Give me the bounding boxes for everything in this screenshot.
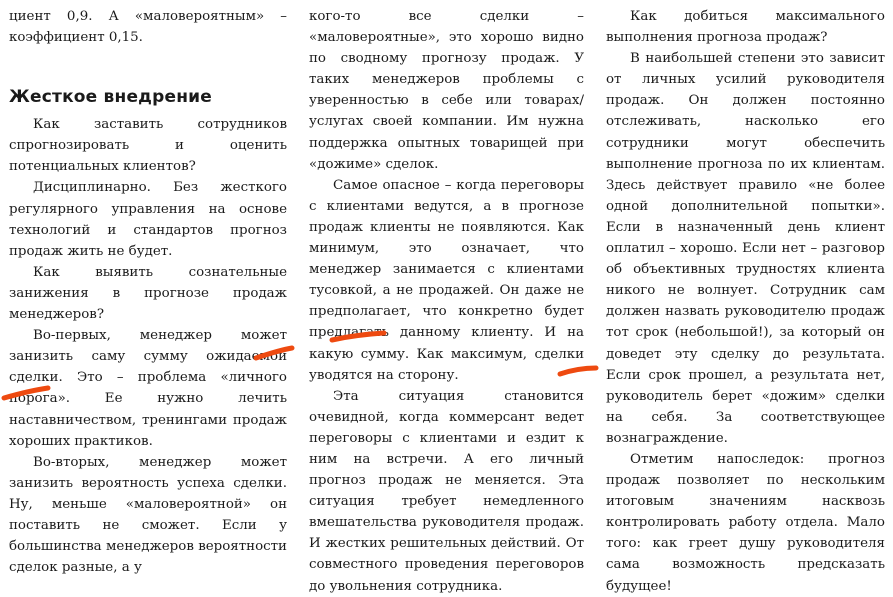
paragraph: Во-первых, менеджер может занизить саму сумму ожидаемой сделки. Это – проблема «личного порога». Ее нужно лечить наставничеством, тренингами продаж хороших практиков.: [9, 328, 287, 449]
paragraph: В наибольшей степени это зависит от личных усилий руководителя продаж. Он должен постоянно отслеживать, насколько его сотрудники могут обеспечить выполнение прогноза по их клиентам. Здесь действует правило «не более одной дополнительной попытки». Если в назначенный день клиент оплатил – хорошо. Если нет – разговор об объективных трудностях клиента никого не волнует. Сотрудник сам должен назвать руководителю продаж тот срок (небольшой!), за который он доведет эту сделку до результата. Если срок прошел, а результата нет, руководитель берет «дожим» сделки на себя. За соответствующее вознаграждение.: [606, 51, 885, 446]
paragraph: циент 0,9. А «маловероятным» – коэффициент 0,15.: [9, 9, 287, 46]
section-heading: Жесткое внедрение: [9, 87, 212, 108]
paragraph: кого-то все сделки – «маловероятные», это хорошо видно по сводному прогнозу продаж. У таких менеджеров проблемы с уверенностью в себе или товарах/услугах своей компании. Им нужна поддержка опытных товарищей при «дожиме» сделок.: [309, 9, 584, 172]
pen-mark: [4, 388, 48, 398]
paragraph: Как добиться максимального выполнения прогноза продаж?: [606, 9, 885, 46]
paragraph: Во-вторых, менеджер может занизить вероятность успеха сделки. Ну, меньше «маловероятной» он поставить не сможет. Если у большинства менеджеров вероятности сделок разные, а у: [9, 454, 287, 576]
paragraph: Как выявить сознательные занижения в прогнозе продаж менеджеров?: [9, 264, 287, 323]
paragraph: Эта ситуация становится очевидной, когда коммерсант ведет переговоры с клиентами и ездит к ним на встречи. А его личный прогноз продаж не меняется. Эта ситуация требует немедленного вмешательства руководителя продаж. И жестких решительных действий. От совместного проведения переговоров до увольнения сотрудника.: [309, 388, 584, 594]
paragraph: Как заставить сотрудников спрогнозировать и оценить потенциальных клиентов?: [9, 117, 287, 175]
paragraph: Отметим напоследок: прогноз продаж позволяет по нескольким итоговым значениям насквозь контролировать работу отдела. Мало того: как греет душу руководителя сама возможность предсказать будущее!: [606, 451, 885, 594]
pen-mark: [332, 333, 384, 340]
paragraph: Дисциплинарно. Без жесткого регулярного управления на основе технологий и стандартов прогноз продаж жить не будет.: [9, 180, 287, 259]
pen-mark: [256, 348, 292, 358]
paragraph: Самое опасное – когда переговоры с клиентами ведутся, а в прогнозе продаж клиенты не появляются. Как минимум, это означает, что менеджер занимается с клиентами тусовкой, а не продажей. Он даже не предполагает, что конкретно будет предлагать данному клиенту. И на какую сумму. Как максимум, сделки уводятся на сторону.: [309, 177, 584, 383]
pen-mark: [560, 368, 596, 374]
